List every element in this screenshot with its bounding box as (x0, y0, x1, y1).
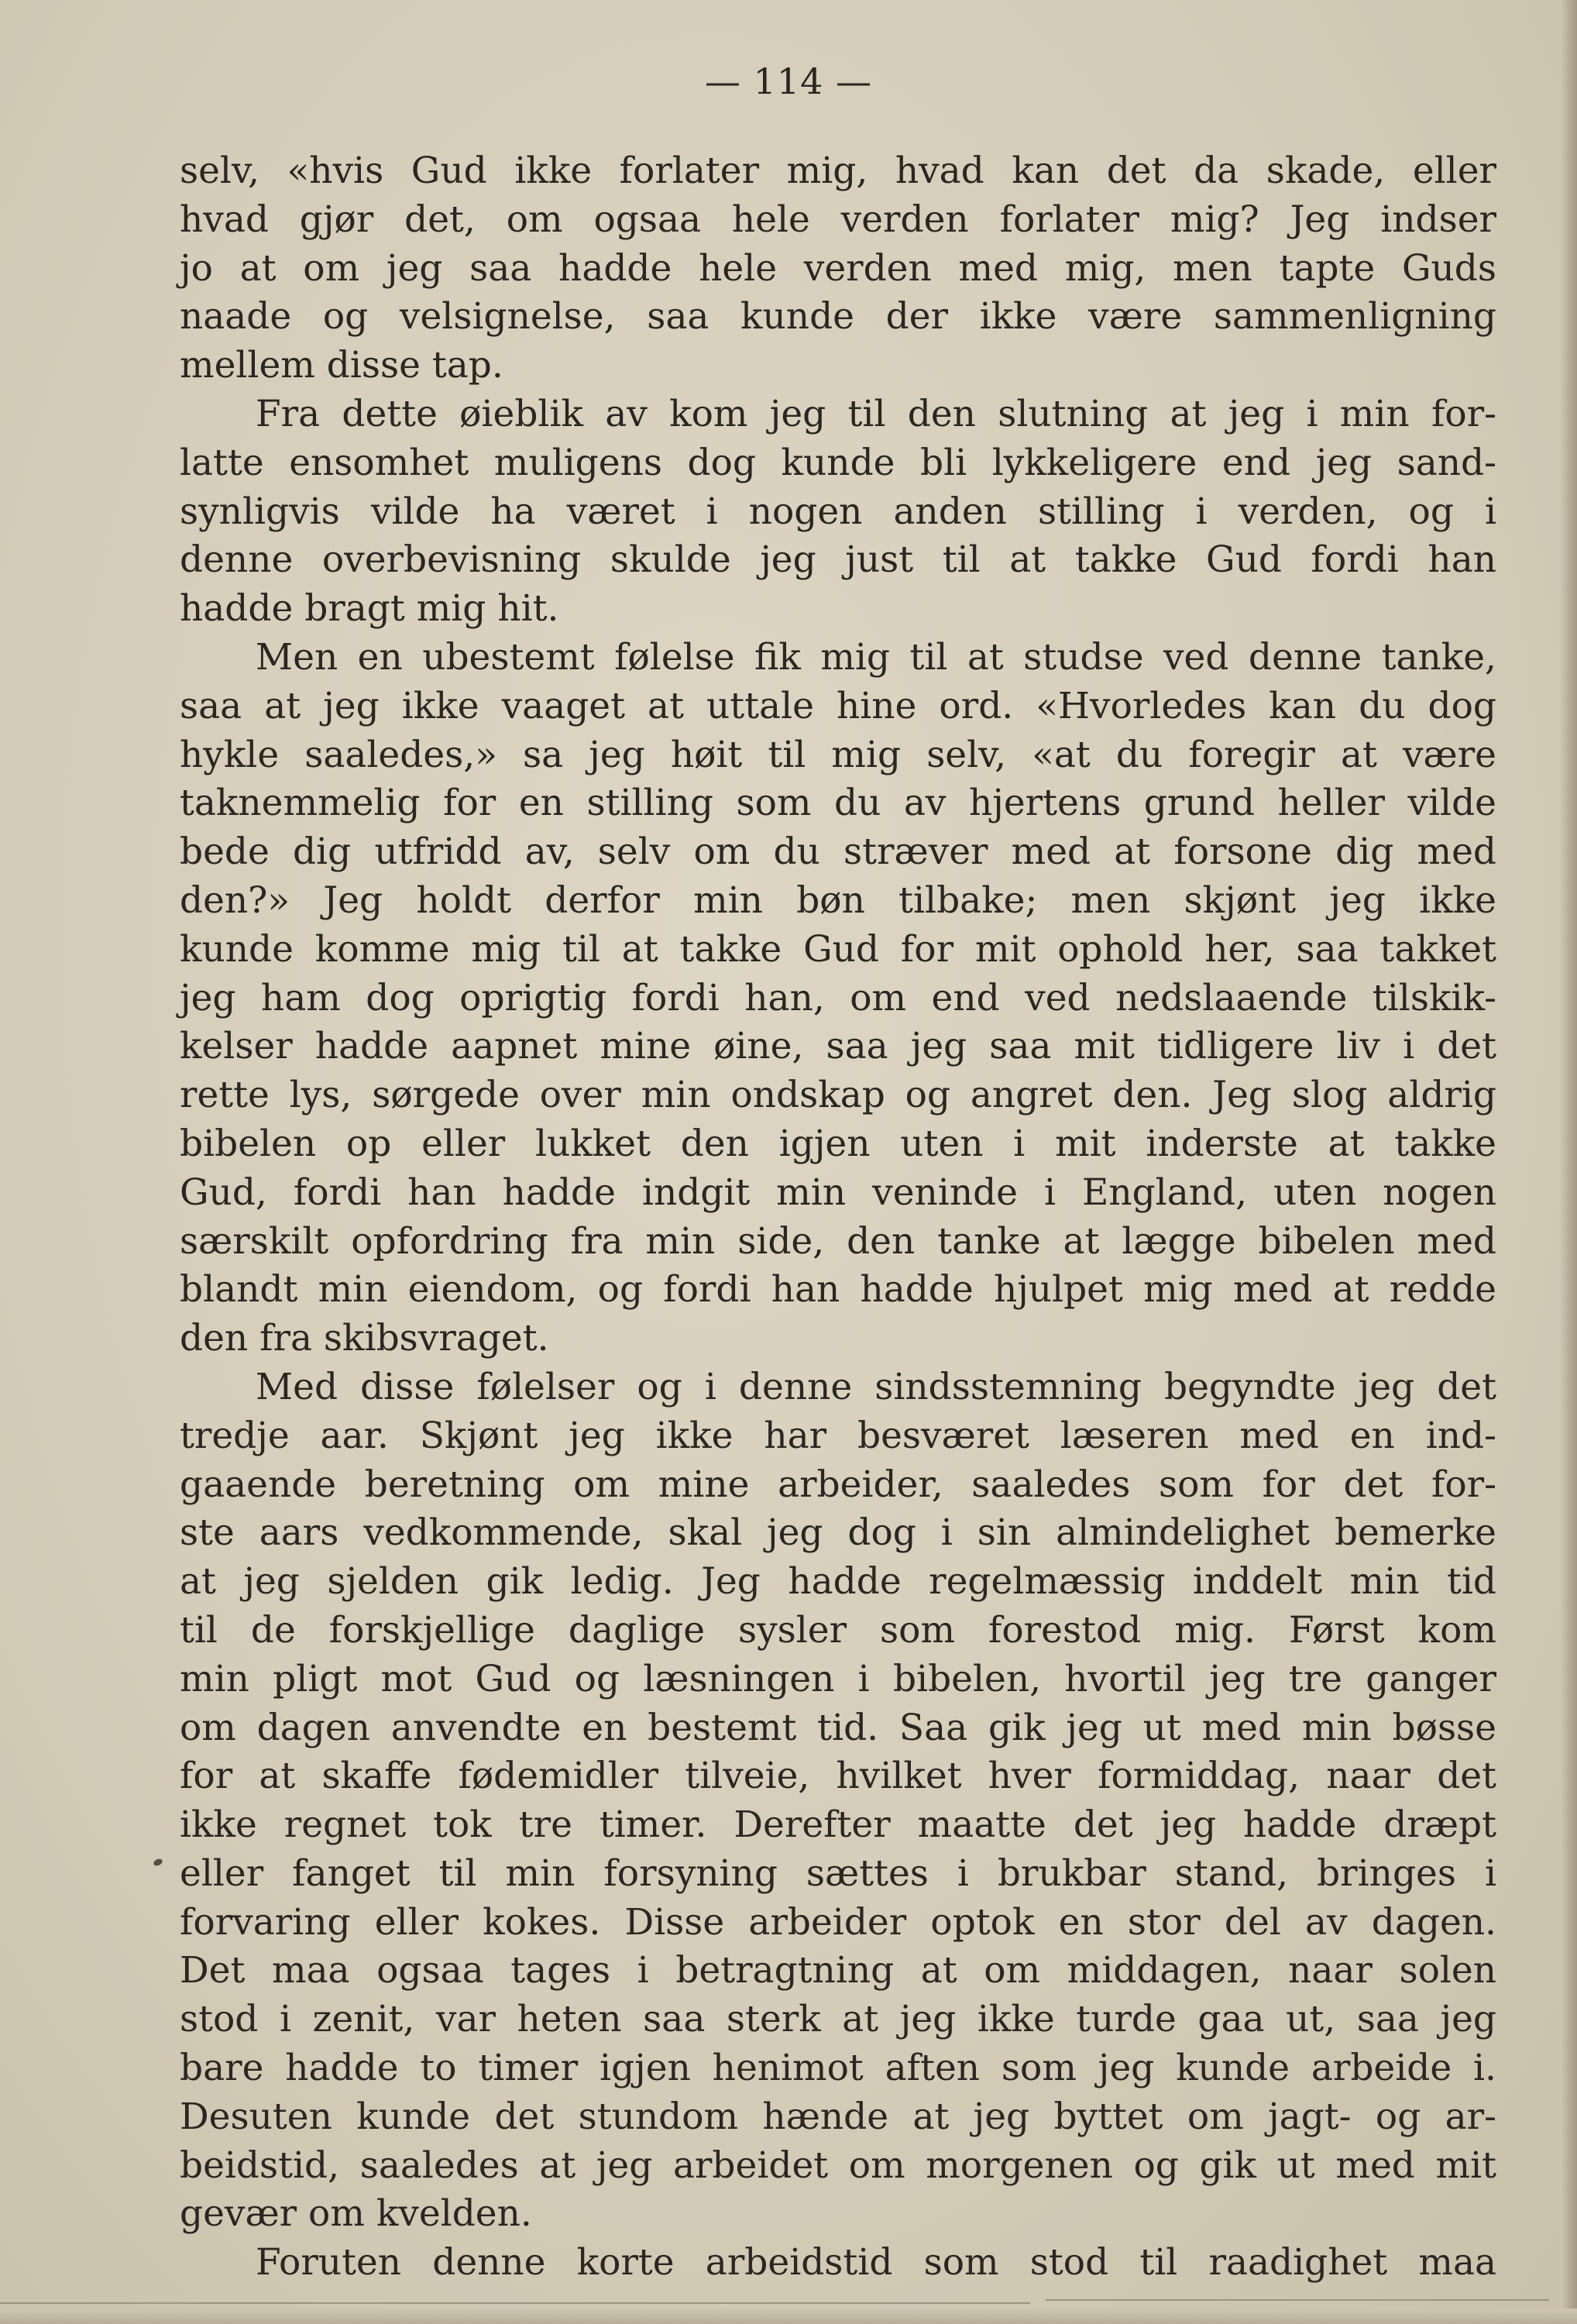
text-line: denne overbevisning skulde jeg just til at takke Gud fordi han (180, 538, 1496, 582)
margin-ink-mark (153, 1858, 163, 1867)
text-line: bare hadde to timer igjen henimot aften som jeg kunde arbeide i. (180, 2047, 1496, 2090)
text-line: for at skaffe fødemidler tilveie, hvilket hver formiddag, naar det (180, 1755, 1496, 1798)
text-line: eller fanget til min forsyning sættes i brukbar stand, bringes i (180, 1851, 1496, 1895)
text-line: min pligt mot Gud og læsningen i bibelen, hvortil jeg tre ganger (180, 1657, 1496, 1700)
text-line: ikke regnet tok tre timer. Derefter maatte det jeg hadde dræpt (180, 1803, 1496, 1847)
text-line: forvaring eller kokes. Disse arbeider optok en stor del av dagen. (180, 1900, 1496, 1944)
page-edge-bottom (0, 2309, 1577, 2324)
text-line: mellem disse tap. (180, 344, 503, 387)
text-line: gevær om kvelden. (180, 2192, 532, 2236)
page-number: — 114 — (704, 60, 873, 102)
text-line: ste aars vedkommende, skal jeg dog i sin almindelighet bemerke (180, 1511, 1496, 1555)
text-line: Det maa ogsaa tages i betragtning at om middagen, naar solen (180, 1949, 1496, 1992)
text-line: særskilt opfordring fra min side, den tanke at lægge bibelen med (180, 1219, 1496, 1263)
text-line: den fra skibsvraget. (180, 1317, 549, 1360)
page-edge-right (1560, 0, 1577, 2324)
text-line: stod i zenit, var heten saa sterk at jeg ikke turde gaa ut, saa jeg (180, 1998, 1496, 2041)
text-line: kunde komme mig til at takke Gud for mit ophold her, saa takket (180, 927, 1496, 971)
paragraph-start-line: Foruten denne korte arbeidstid som stod til raadighet maa (256, 2241, 1496, 2284)
text-line: hvad gjør det, om ogsaa hele verden forlater mig? Jeg indser (180, 198, 1496, 241)
text-line: hadde bragt mig hit. (180, 587, 559, 631)
text-line: tredje aar. Skjønt jeg ikke har besværet læseren med en ind- (180, 1414, 1496, 1457)
text-line: rette lys, sørgede over min ondskap og angret den. Jeg slog aldrig (180, 1074, 1496, 1117)
text-line: jeg ham dog oprigtig fordi han, om end ved nedslaaende tilskik- (180, 976, 1496, 1019)
text-line: om dagen anvendte en bestemt tid. Saa gik jeg ut med min bøsse (180, 1706, 1496, 1749)
text-line: selv, «hvis Gud ikke forlater mig, hvad kan det da skade, eller (180, 150, 1496, 192)
text-line: synligvis vilde ha været i nogen anden stilling i verden, og i (180, 490, 1496, 533)
text-line: bibelen op eller lukket den igjen uten i mit inderste at takke (180, 1122, 1496, 1165)
bottom-rule-left (0, 2302, 1030, 2304)
paragraph-start-line: Men en ubestemt følelse fik mig til at studse ved denne tanke, (256, 635, 1496, 679)
body-text (180, 147, 1496, 2288)
text-line: naade og velsignelse, saa kunde der ikke være sammenligning (180, 295, 1496, 339)
paragraph-start-line: Fra dette øieblik av kom jeg til den slutning at jeg i min for- (256, 392, 1496, 435)
text-line: at jeg sjelden gik ledig. Jeg hadde regelmæssig inddelt min tid (180, 1560, 1496, 1604)
text-line: blandt min eiendom, og fordi han hadde hjulpet mig med at redde (180, 1268, 1496, 1312)
text-line: latte ensomhet muligens dog kunde bli lykkeligere end jeg sand- (180, 441, 1496, 484)
text-line: jo at om jeg saa hadde hele verden med mig, men tapte Guds (180, 246, 1496, 290)
bottom-rule-right (1046, 2299, 1549, 2301)
text-line: hykle saaledes,» sa jeg høit til mig selv, «at du foregir at være (180, 733, 1496, 776)
text-line: gaaende beretning om mine arbeider, saaledes som for det for- (180, 1463, 1496, 1506)
text-line: saa at jeg ikke vaaget at uttale hine ord. «Hvorledes kan du dog (180, 684, 1496, 727)
text-line: beidstid, saaledes at jeg arbeidet om morgenen og gik ut med mit (180, 2144, 1496, 2187)
text-line: kelser hadde aapnet mine øine, saa jeg saa mit tidligere liv i det (180, 1025, 1496, 1068)
text-line: Desuten kunde det stundom hænde at jeg byttet om jagt- og ar- (180, 2095, 1496, 2138)
text-line: den?» Jeg holdt derfor min bøn tilbake; men skjønt jeg ikke (180, 878, 1496, 922)
text-line: taknemmelig for en stilling som du av hjertens grund heller vilde (180, 782, 1496, 825)
paragraph-start-line: Med disse følelser og i denne sindsstemning begyndte jeg det (256, 1365, 1496, 1408)
text-line: bede dig utfridd av, selv om du stræver med at forsone dig med (180, 830, 1496, 874)
text-line: Gud, fordi han hadde indgit min veninde i England, uten nogen (180, 1171, 1496, 1214)
text-line: til de forskjellige daglige sysler som forestod mig. Først kom (180, 1608, 1496, 1652)
